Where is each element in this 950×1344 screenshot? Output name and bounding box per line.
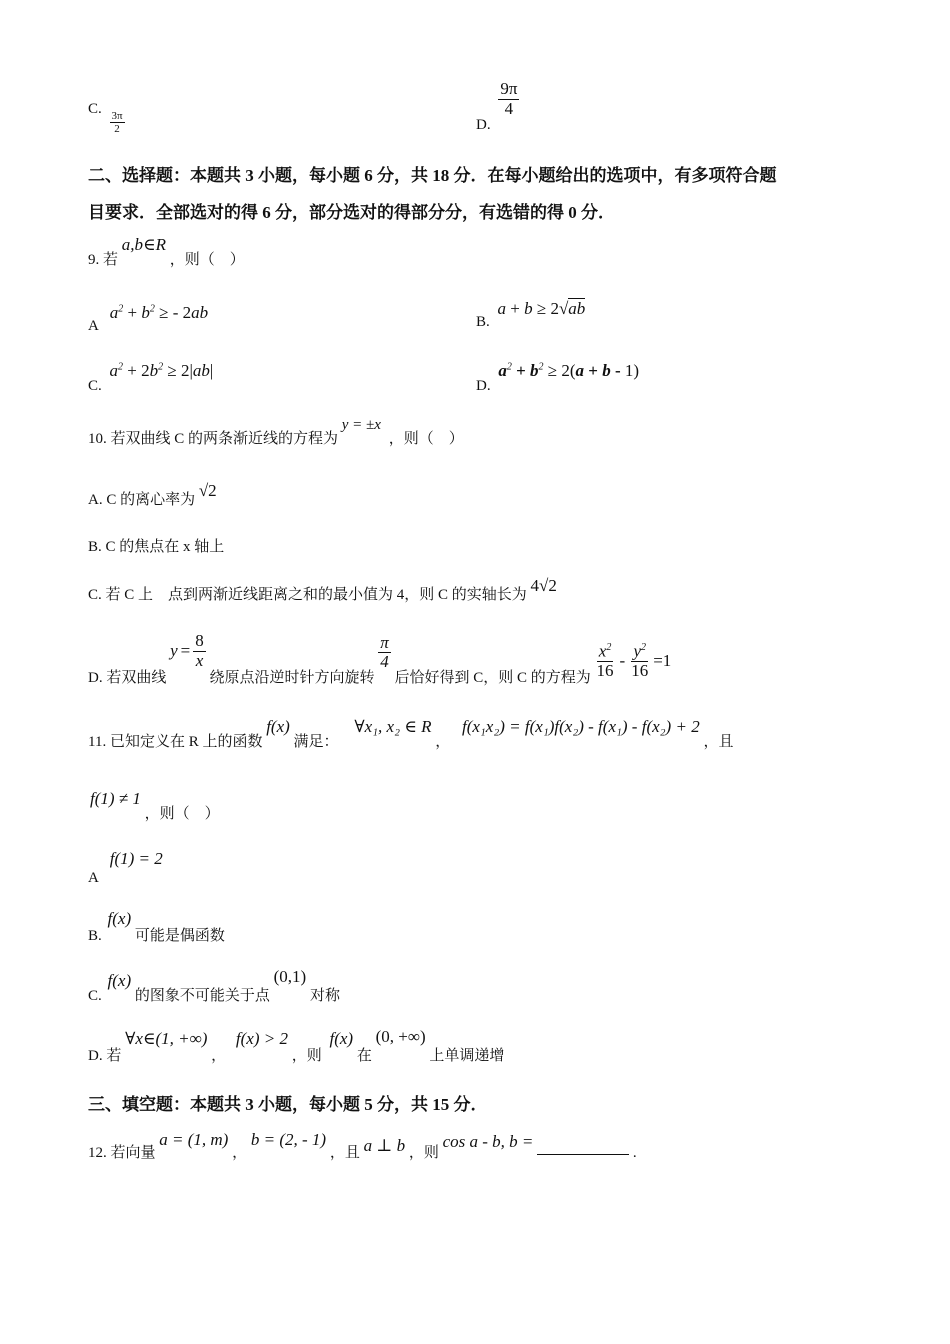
frac-den: 16 — [596, 660, 614, 680]
frac-num: π — [380, 632, 389, 652]
q10-a-text: A. C 的离心率为 — [88, 492, 196, 508]
frac-num: 9π — [500, 79, 518, 98]
frac-num: 3π — [111, 110, 123, 122]
q11-stem — [88, 717, 734, 750]
q10-option-a — [88, 481, 217, 509]
q9-a-expr: $a^2 + b^2$ ≥ - 2ab — [109, 302, 209, 322]
option-label: B. — [88, 928, 102, 944]
frac-den: 16 — [631, 660, 649, 680]
q10-d-text2: 绕原点沿逆时针方向旋转 — [209, 670, 375, 687]
option-label: D. 若 — [88, 1048, 122, 1064]
q10-d-curve: y = $\frac{8}{x}$ — [170, 631, 204, 670]
q11-then: ，则（ ） — [144, 806, 220, 822]
q10-c-text: C. 若 C 上 点到两渐近线距离之和的最小值为 4，则 C 的实轴长为 — [88, 587, 527, 603]
q11-b-text: 可能是偶函数 — [134, 928, 225, 944]
option-label: A — [88, 870, 99, 886]
section-3-heading: 三、填空题：本题共 3 小题，每小题 5 分，共 15 分． — [88, 1095, 488, 1114]
frac-den: 2 — [114, 123, 120, 136]
q11-option-c — [88, 967, 340, 1004]
q11-a-expr: f(1) = 2 — [109, 849, 163, 868]
q8-option-c — [88, 100, 125, 135]
fraction-y2-16: $\frac{y^2}{16}$ — [631, 641, 649, 680]
q9-c-expr: $a^2 + 2b^2 \ge 2|ab|$ — [109, 360, 214, 380]
option-label: B. — [476, 314, 490, 330]
q10-suffix: ，则（ ） — [388, 431, 464, 447]
q12-cos: cos a - b, b = — [442, 1132, 534, 1151]
q9-option-c — [88, 358, 214, 394]
option-label: C. — [88, 377, 102, 394]
q10-a-val: √2 — [198, 481, 217, 500]
q11-d-in: 在 — [356, 1048, 372, 1064]
option-label: C. — [88, 988, 102, 1004]
q11-b-fx: f(x) — [107, 909, 132, 928]
fraction-pi-4 — [378, 634, 391, 672]
q10-prefix: 10. 若双曲线 C 的两条渐近线的方程为 — [88, 431, 339, 447]
q12-stem — [88, 1130, 637, 1161]
q9-stem — [88, 235, 245, 269]
q10-option-d — [88, 631, 672, 687]
option-label: D. — [476, 377, 491, 394]
frac-den: 4 — [504, 98, 514, 118]
q11-c-text2: 对称 — [309, 988, 340, 1004]
q11-d-interval: (0, +∞) — [375, 1027, 426, 1046]
q9-suffix: ，则（ ） — [169, 252, 245, 268]
fraction-8-x — [193, 632, 206, 670]
comma: ， — [435, 734, 451, 750]
q10-asymptote: y = ±x — [341, 417, 381, 433]
section-2-heading-line2: 目要求．全部选对的得 6 分，部分选对的得部分分，有选错的得 0 分． — [88, 203, 615, 222]
q11-and: ，且 — [703, 734, 734, 750]
q12-and: ，且 — [329, 1145, 360, 1161]
q12-perp: a ⊥ b — [363, 1136, 406, 1155]
q9-d-expr: $a^2 + b^2 \ge 2(a + b - 1)$ — [498, 360, 640, 380]
q10-d-equation: $\frac{x^2}{16}$ - $\frac{y^2}{16}$ =1 — [596, 641, 672, 680]
option-label: A — [88, 317, 99, 334]
q11-d-then: ，则 — [291, 1048, 322, 1064]
comma: ， — [232, 1145, 248, 1161]
q9-prefix: 9. 若 — [88, 252, 119, 268]
q9-option-b — [476, 299, 586, 330]
q11-d-fx: f(x) — [329, 1029, 354, 1048]
q9-b-expr: a + b ≥ 2√ab — [497, 299, 586, 318]
option-label: D. — [476, 116, 491, 133]
fraction-x2-16: $\frac{x^2}{16}$ — [596, 641, 614, 680]
q12-vec-b: b = (2, - 1) — [250, 1130, 327, 1149]
q11-d-cond2: f(x) > 2 — [235, 1029, 288, 1048]
q10-option-c — [88, 576, 557, 604]
q11-option-a — [88, 849, 163, 886]
q9-option-a — [88, 300, 209, 334]
q10-c-val: 4√2 — [530, 576, 557, 595]
q11-satisfies: 满足： — [293, 734, 339, 750]
q11-equation: f(x₁x₂) = f(x₁)f(x₂) - f(x₁) - f(x₂) + 2 — [461, 717, 700, 736]
q11-option-b — [88, 909, 225, 944]
q11-c-point: (0,1) — [273, 967, 307, 986]
frac-den: 4 — [380, 652, 389, 672]
q11-prefix: 11. 已知定义在 R 上的函数 — [88, 734, 263, 750]
option-label: C. — [88, 101, 102, 117]
q11-cond2: f(1) ≠ 1 — [90, 789, 141, 808]
q10-d-text1: D. 若双曲线 — [88, 670, 167, 687]
q12-end: . — [632, 1145, 637, 1161]
q12-answer-blank[interactable] — [537, 1140, 629, 1155]
q12-vec-a: a = (1, m) — [159, 1130, 229, 1149]
q11-fx: f(x) — [266, 717, 290, 736]
q12-prefix: 12. 若向量 — [88, 1145, 156, 1161]
fraction-9pi-4 — [498, 80, 519, 118]
q12-then: ，则 — [408, 1145, 439, 1161]
q10-option-b: B. C 的焦点在 x 轴上 — [88, 539, 225, 555]
q10-stem — [88, 417, 464, 448]
q11-c-text1: 的图象不可能关于点 — [134, 988, 270, 1004]
q9-option-d — [476, 358, 640, 394]
q8-option-d — [476, 79, 519, 133]
q11-cond2-line — [90, 789, 220, 822]
q11-d-cond: ∀x∈(1, +∞) — [125, 1029, 208, 1048]
frac-den: x — [195, 650, 204, 670]
fraction-3pi-2 — [110, 110, 125, 135]
q11-d-end: 上单调递增 — [429, 1048, 505, 1064]
comma: ， — [211, 1048, 227, 1064]
section-2-heading-line1: 二、选择题：本题共 3 小题，每小题 6 分，共 18 分．在每小题给出的选项中，有多项符合题 — [88, 166, 777, 185]
q11-option-d — [88, 1027, 505, 1064]
q11-c-fx: f(x) — [107, 971, 132, 990]
q11-forall: ∀x₁, x₂ ∈ R — [354, 717, 432, 736]
q9-condition: a,b∈R — [121, 235, 166, 254]
q10-d-text3: 后恰好得到 C，则 C 的方程为 — [394, 670, 591, 687]
frac-num: 8 — [195, 631, 204, 650]
